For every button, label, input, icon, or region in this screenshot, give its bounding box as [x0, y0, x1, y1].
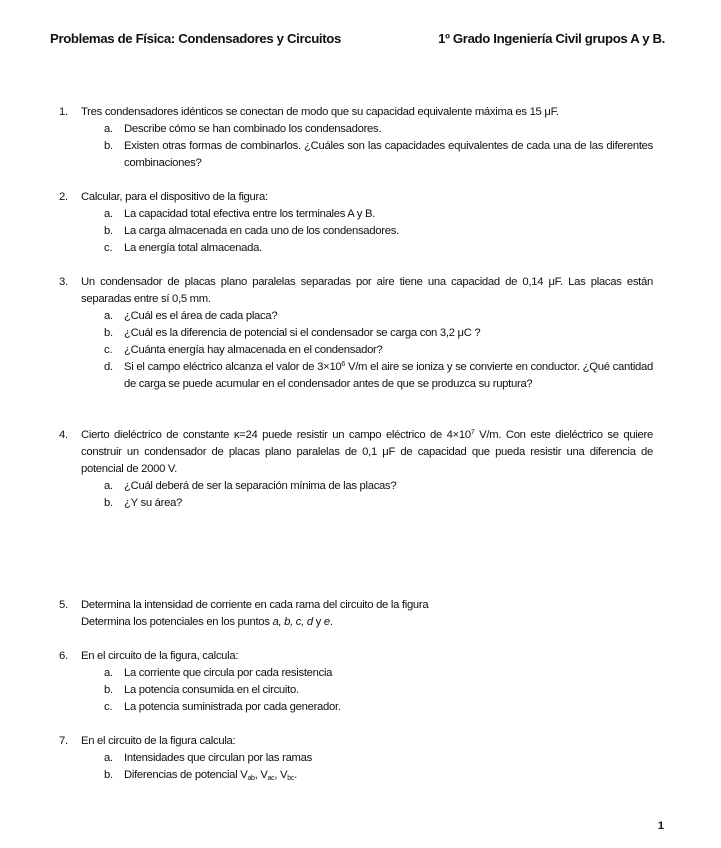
- problem-1: [59, 104, 653, 172]
- problem-number: 3.: [59, 276, 68, 288]
- sub-item-letter: a.: [104, 480, 113, 492]
- sub-item-letter: a.: [104, 123, 113, 135]
- sub-item-text: La energía total almacenada.: [124, 242, 262, 254]
- page-header: [50, 31, 665, 51]
- problem-statement: En el circuito de la figura, calcula:: [81, 650, 239, 662]
- sub-item-text: La potencia consumida en el circuito.: [124, 684, 299, 696]
- problem-6: [59, 648, 653, 716]
- sub-item: [104, 342, 653, 359]
- header-course: 1º Grado Ingeniería Civil grupos A y B.: [438, 31, 665, 46]
- problem-number: 1.: [59, 106, 68, 118]
- sub-item-text: ¿Cuánta energía hay almacenada en el condensador?: [124, 344, 383, 356]
- problem-statement: Un condensador de placas plano paralelas separadas por aire tiene una capacidad de 0,14 μF. Las placas están separadas entre sí 0,5 mm.: [81, 276, 653, 305]
- sub-item-letter: c.: [104, 242, 113, 254]
- sub-item-letter: c.: [104, 701, 113, 713]
- problem-statement-line-2: [81, 614, 653, 631]
- sub-item: [104, 750, 653, 767]
- subscript: ab: [247, 775, 255, 782]
- sub-item-letter: b.: [104, 769, 113, 781]
- subscript: ac: [267, 775, 275, 782]
- problem-7: [59, 733, 653, 784]
- problem-5: [59, 597, 653, 631]
- sub-item-letter: a.: [104, 752, 113, 764]
- statement-part: Determina los potenciales en los puntos: [81, 616, 273, 628]
- sub-item-text: La potencia suministrada por cada generador.: [124, 701, 341, 713]
- statement-part: V/m. Con este dieléctrico se quiere construir un condensador de placas plano paralelas de 0,1 μF de capacidad que pueda resistir una diferencia de potencial de 2000 V.: [81, 429, 653, 475]
- problem-number: 2.: [59, 191, 68, 203]
- sub-item: [104, 138, 653, 172]
- sub-item: [104, 223, 653, 240]
- sub-item-text: La capacidad total efectiva entre los terminales A y B.: [124, 208, 376, 220]
- sub-item: [104, 359, 653, 393]
- sub-item: [104, 478, 653, 495]
- sub-item-text-part: .: [294, 769, 297, 781]
- sub-item-letter: b.: [104, 327, 113, 339]
- sub-item-text: La carga almacenada en cada uno de los condensadores.: [124, 225, 399, 237]
- sub-item-letter: b.: [104, 497, 113, 509]
- problem-number: 5.: [59, 599, 68, 611]
- sub-item-text: La corriente que circula por cada resistencia: [124, 667, 333, 679]
- problem-4: [59, 427, 653, 512]
- sub-item-text-part: Diferencias de potencial V: [124, 769, 248, 781]
- problem-2: [59, 189, 653, 257]
- sub-item-text: Describe cómo se han combinado los condensadores.: [124, 123, 382, 135]
- sub-item: [104, 699, 653, 716]
- sub-item-letter: d.: [104, 361, 113, 373]
- problem-number: 7.: [59, 735, 68, 747]
- sub-item-text: Intensidades que circulan por las ramas: [124, 752, 312, 764]
- sub-item-text-part: , V: [274, 769, 288, 781]
- sub-item-letter: b.: [104, 140, 113, 152]
- sub-item: [104, 495, 653, 512]
- problem-number: 6.: [59, 650, 68, 662]
- sub-item-letter: b.: [104, 684, 113, 696]
- sub-item-text: ¿Cuál es la diferencia de potencial si el condensador se carga con 3,2 μC ?: [124, 327, 481, 339]
- sub-item-letter: a.: [104, 667, 113, 679]
- sub-item-text: [124, 359, 653, 393]
- problem-statement: Tres condensadores idénticos se conectan de modo que su capacidad equivalente máxima es 15 μF.: [81, 106, 559, 118]
- sub-item-letter: b.: [104, 225, 113, 237]
- problem-number: 4.: [59, 429, 68, 441]
- subscript: bc: [287, 775, 295, 782]
- statement-part: .: [329, 616, 333, 628]
- sub-item: [104, 308, 653, 325]
- problem-statement: Determina la intensidad de corriente en cada rama del circuito de la figura: [81, 599, 429, 611]
- statement-part: Cierto dieléctrico de constante κ=24 puede resistir un campo eléctrico de 4×10: [81, 429, 471, 441]
- sub-item-text-part: V/m el aire se ioniza y se convierte en conductor. ¿Qué cantidad de carga se puede acumular en el condensador antes de que se produzca su ruptura?: [124, 361, 653, 390]
- sub-item-letter: a.: [104, 310, 113, 322]
- sub-item-text: Existen otras formas de combinarlos. ¿Cuáles son las capacidades equivalentes de cada una de las diferentes combinaciones?: [124, 140, 653, 169]
- page-number: 1: [657, 820, 664, 832]
- points-list: a, b, c, d: [272, 616, 313, 628]
- problem-statement: [81, 427, 653, 478]
- sub-item: [104, 682, 653, 699]
- problem-statement: En el circuito de la figura calcula:: [81, 735, 236, 747]
- sub-item-text: ¿Cuál deberá de ser la separación mínima de las placas?: [124, 480, 397, 492]
- sub-item-text: ¿Cuál es el área de cada placa?: [124, 310, 278, 322]
- exponent: 6: [341, 361, 345, 368]
- problem-statement: Calcular, para el dispositivo de la figura:: [81, 191, 268, 203]
- statement-part: y: [312, 616, 324, 628]
- sub-item: [104, 665, 653, 682]
- point-e: e: [323, 616, 330, 628]
- sub-item: [104, 240, 653, 257]
- sub-item: [104, 767, 653, 784]
- sub-item: [104, 206, 653, 223]
- sub-item-letter: c.: [104, 344, 113, 356]
- header-title: Problemas de Física: Condensadores y Circuitos: [50, 31, 341, 46]
- sub-item-text: ¿Y su área?: [124, 497, 183, 509]
- exponent: 7: [470, 429, 475, 436]
- sub-item: [104, 121, 653, 138]
- sub-item-text: [124, 767, 653, 784]
- problem-3: [59, 274, 653, 393]
- sub-item-text-part: Si el campo eléctrico alcanza el valor de 3×10: [124, 361, 342, 373]
- sub-item-letter: a.: [104, 208, 113, 220]
- sub-item: [104, 325, 653, 342]
- sub-item-text-part: , V: [254, 769, 268, 781]
